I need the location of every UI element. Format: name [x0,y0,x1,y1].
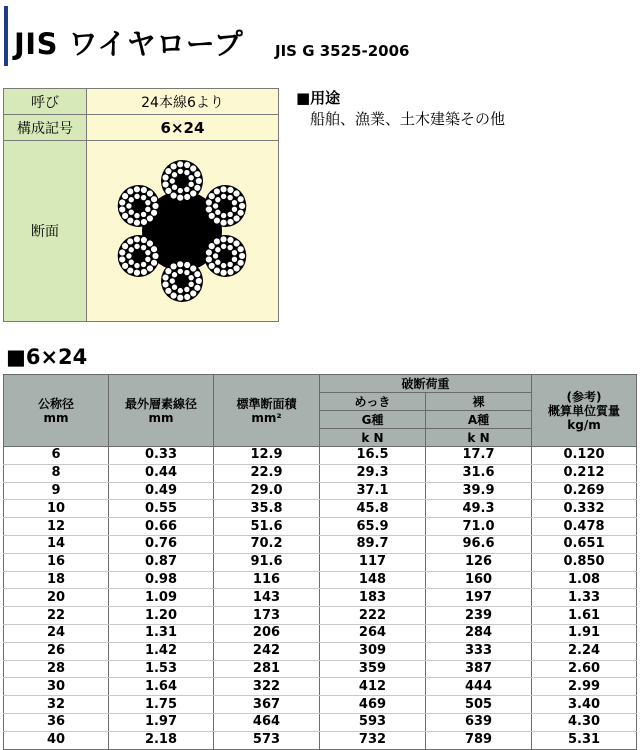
strand-wire [177,268,183,274]
header-area-label: 標準断面積 [236,396,297,411]
cell-nominal-diameter: 10 [4,500,109,518]
cell-section-area: 173 [214,607,320,625]
table-row [4,731,637,749]
table-row [4,571,637,589]
cell-outer-wire-diameter: 0.49 [109,482,214,500]
strand-wire [220,243,226,249]
cell-nominal-diameter: 20 [4,589,109,607]
spec-label: 呼び [4,89,87,115]
spec-value: 24本線6より [87,89,279,115]
strand-wire [177,161,184,168]
strand-wire [220,212,226,218]
strand-wire [134,212,140,218]
cell-unit-mass: 0.850 [532,553,637,571]
header-galv-type: G種 [320,411,426,429]
cell-nominal-diameter: 9 [4,482,109,500]
cell-section-area: 242 [214,642,320,660]
strand-wire [119,206,126,213]
strand-wire [184,186,190,192]
strand-wire [171,172,177,178]
table-row [4,642,637,660]
strand-wire [133,219,140,226]
cell-bare-breaking-load: 96.6 [426,535,532,553]
cell-section-area: 22.9 [214,464,320,482]
cell-unit-mass: 2.24 [532,642,637,660]
page-title: JIS ワイヤロープ [14,27,244,61]
cell-bare-breaking-load: 387 [426,660,532,678]
table-row [4,624,637,642]
cell-galv-breaking-load: 593 [320,713,426,731]
header-galv-unit: k N [320,429,426,447]
strand-wire [220,219,227,226]
table-row [4,447,637,465]
table-row [4,535,637,553]
cross-section-cell [87,141,279,322]
strand-wire [128,197,134,203]
cell-galv-breaking-load: 148 [320,571,426,589]
spec-label: 断面 [4,141,87,322]
cell-nominal-diameter: 12 [4,518,109,536]
strand-wire [177,294,184,301]
cell-outer-wire-diameter: 0.44 [109,464,214,482]
strand-wire [215,247,221,253]
strand-wire [134,243,140,249]
cell-nominal-diameter: 32 [4,696,109,714]
strand-wire [237,246,244,253]
strand-wire [177,261,184,268]
cell-unit-mass: 1.33 [532,589,637,607]
cell-outer-wire-diameter: 0.87 [109,553,214,571]
strand-wire [128,209,134,215]
strand-wire [169,178,175,184]
cell-galv-breaking-load: 45.8 [320,500,426,518]
spec-row [4,89,279,115]
strand-wire [145,249,151,255]
cell-galv-breaking-load: 65.9 [320,518,426,536]
table-row [4,660,637,678]
strand-wire [184,293,191,300]
strand-wire [239,202,246,209]
strand-wire [220,269,227,276]
strand-wire [177,287,183,293]
cell-unit-mass: 0.332 [532,500,637,518]
spec-table [3,88,279,322]
table-row [4,553,637,571]
strand-wire [140,261,146,267]
table-row [4,589,637,607]
cell-galv-breaking-load: 309 [320,642,426,660]
cell-section-area: 29.0 [214,482,320,500]
cell-nominal-diameter: 28 [4,660,109,678]
cell-section-area: 51.6 [214,518,320,536]
header-nominal-unit: mm [43,410,69,425]
cell-outer-wire-diameter: 1.09 [109,589,214,607]
cell-galv-breaking-load: 732 [320,731,426,749]
cell-section-area: 91.6 [214,553,320,571]
cell-bare-breaking-load: 239 [426,607,532,625]
cell-galv-breaking-load: 89.7 [320,535,426,553]
header-bare: 裸 [426,393,532,411]
standard-code: JIS G 3525-2006 [275,42,410,60]
strand-wire [184,286,190,292]
cell-outer-wire-diameter: 0.66 [109,518,214,536]
strand-wire [140,218,147,225]
rope-cross-section-diagram [87,146,278,316]
cell-bare-breaking-load: 39.9 [426,482,532,500]
strand-wire [177,194,184,201]
cell-bare-breaking-load: 444 [426,678,532,696]
strand-wire [150,196,157,203]
strand-wire [227,268,234,275]
strand-wire [133,236,140,243]
strand-wire [170,263,177,270]
strand-wire [195,277,202,284]
cell-galv-breaking-load: 37.1 [320,482,426,500]
cell-nominal-diameter: 14 [4,535,109,553]
strand-wire [170,163,177,170]
strand-wire [128,259,134,265]
strand-wire [227,261,233,267]
cell-outer-wire-diameter: 0.55 [109,500,214,518]
cell-nominal-diameter: 22 [4,607,109,625]
table-row [4,678,637,696]
cell-unit-mass: 0.478 [532,518,637,536]
cell-nominal-diameter: 30 [4,678,109,696]
table-row [4,518,637,536]
strand-wire [133,186,140,193]
header-ref-label: (参考) [566,389,602,404]
cell-galv-breaking-load: 183 [320,589,426,607]
cell-unit-mass: 1.08 [532,571,637,589]
strand-wire [152,252,159,259]
header-mass [532,375,637,447]
cell-unit-mass: 2.60 [532,660,637,678]
cell-nominal-diameter: 26 [4,642,109,660]
cell-section-area: 322 [214,678,320,696]
cell-bare-breaking-load: 17.7 [426,447,532,465]
strand-wire [126,203,132,209]
cell-section-area: 35.8 [214,500,320,518]
strand-wire [215,197,221,203]
strand-wire [126,253,132,259]
header-nominal [4,375,109,447]
strand-wire [215,259,221,265]
strand-wire [213,238,220,245]
cell-galv-breaking-load: 359 [320,660,426,678]
strand-wire [133,269,140,276]
cell-outer-wire-diameter: 1.64 [109,678,214,696]
cell-outer-wire-diameter: 1.53 [109,660,214,678]
cell-galv-breaking-load: 16.5 [320,447,426,465]
cell-section-area: 206 [214,624,320,642]
cell-nominal-diameter: 36 [4,713,109,731]
cell-unit-mass: 0.212 [532,464,637,482]
cell-galv-breaking-load: 264 [320,624,426,642]
strand-wire [188,174,194,180]
spec-row [4,141,279,322]
table-row [4,464,637,482]
strand-wire [140,211,146,217]
cell-bare-breaking-load: 160 [426,571,532,589]
strand-wire [177,187,183,193]
strand-wire [227,218,234,225]
header-mass-label: 概算単位質量 [548,403,621,418]
cell-nominal-diameter: 24 [4,624,109,642]
cell-bare-breaking-load: 505 [426,696,532,714]
cell-galv-breaking-load: 117 [320,553,426,571]
strand-wire [150,246,157,253]
cell-unit-mass: 3.40 [532,696,637,714]
cell-nominal-diameter: 18 [4,571,109,589]
cell-section-area: 464 [214,713,320,731]
cell-unit-mass: 0.269 [532,482,637,500]
cell-galv-breaking-load: 29.3 [320,464,426,482]
header-area-unit: mm² [251,410,282,425]
strand-wire [127,238,134,245]
strand-wire [227,211,233,217]
strand-wire [215,209,221,215]
spec-label: 構成記号 [4,115,87,141]
cell-unit-mass: 4.30 [532,713,637,731]
strand-wire [169,278,175,284]
strand-wire [237,196,244,203]
strand-wire [231,199,237,205]
strand-wire [205,256,212,263]
cell-outer-wire-diameter: 1.20 [109,607,214,625]
strand-wire [212,253,218,259]
strand-wire [152,202,159,209]
cell-galv-breaking-load: 222 [320,607,426,625]
strand-wire [162,281,169,288]
strand-wire [134,262,140,268]
cell-section-area: 367 [214,696,320,714]
strand-wire [171,272,177,278]
cell-unit-mass: 1.61 [532,607,637,625]
cell-unit-mass: 5.31 [532,731,637,749]
cell-outer-wire-diameter: 0.33 [109,447,214,465]
header-bare-unit: k N [426,429,532,447]
cell-nominal-diameter: 40 [4,731,109,749]
cell-outer-wire-diameter: 1.75 [109,696,214,714]
strand-wire [213,188,220,195]
strand-wire [171,184,177,190]
cell-section-area: 573 [214,731,320,749]
cell-bare-breaking-load: 639 [426,713,532,731]
strand-wire [195,177,202,184]
cell-bare-breaking-load: 71.0 [426,518,532,536]
cell-section-area: 70.2 [214,535,320,553]
cell-bare-breaking-load: 789 [426,731,532,749]
strand-wire [194,271,201,278]
table-row [4,696,637,714]
cell-outer-wire-diameter: 0.76 [109,535,214,553]
strand-wire [212,203,218,209]
header-outer-wire-label: 最外層素線径 [124,396,197,411]
cell-outer-wire-diameter: 1.42 [109,642,214,660]
cell-bare-breaking-load: 31.6 [426,464,532,482]
strand-wire [171,284,177,290]
table-row [4,500,637,518]
cell-bare-breaking-load: 284 [426,624,532,642]
cell-bare-breaking-load: 126 [426,553,532,571]
header-outer-wire [109,375,214,447]
usage-heading: ■用途 [296,89,341,107]
cell-outer-wire-diameter: 0.98 [109,571,214,589]
strand-wire [194,171,201,178]
spec-data-table [3,374,637,750]
strand-wire [220,236,227,243]
strand-wire [119,256,126,263]
table-row [4,713,637,731]
cell-bare-breaking-load: 197 [426,589,532,607]
header-galv: めっき [320,393,426,411]
usage-text: 船舶、漁業、土木建築その他 [310,110,506,128]
header-bare-type: A種 [426,411,532,429]
cell-section-area: 12.9 [214,447,320,465]
cell-unit-mass: 1.91 [532,624,637,642]
strand-wire [177,168,183,174]
strand-wire [134,193,140,199]
cell-nominal-diameter: 6 [4,447,109,465]
strand-wire [145,199,151,205]
strand-wire [220,186,227,193]
cell-section-area: 116 [214,571,320,589]
title-accent-bar [4,6,8,66]
section-title: ■6×24 [6,345,88,369]
header-breaking-load: 破断荷重 [320,375,532,393]
header-mass-unit: kg/m [567,417,601,432]
cell-galv-breaking-load: 469 [320,696,426,714]
cell-outer-wire-diameter: 1.31 [109,624,214,642]
header-outer-wire-unit: mm [148,410,174,425]
cell-unit-mass: 0.120 [532,447,637,465]
cell-outer-wire-diameter: 1.97 [109,713,214,731]
cell-nominal-diameter: 8 [4,464,109,482]
table-row [4,607,637,625]
cell-unit-mass: 2.99 [532,678,637,696]
strand-wire [188,274,194,280]
strand-wire [231,249,237,255]
strand-wire [205,206,212,213]
cell-galv-breaking-load: 412 [320,678,426,696]
strand-wire [127,188,134,195]
cell-nominal-diameter: 16 [4,553,109,571]
cell-section-area: 143 [214,589,320,607]
table-body [4,447,637,750]
spec-value: 6×24 [87,115,279,141]
strand-wire [220,193,226,199]
strand-wire [140,268,147,275]
strand-wire [239,252,246,259]
cell-outer-wire-diameter: 2.18 [109,731,214,749]
strand-wire [162,181,169,188]
cell-section-area: 281 [214,660,320,678]
strand-wire [184,193,191,200]
cell-bare-breaking-load: 333 [426,642,532,660]
cell-unit-mass: 0.651 [532,535,637,553]
header-area [214,375,320,447]
strand-wire [128,247,134,253]
table-row [4,482,637,500]
cell-bare-breaking-load: 49.3 [426,500,532,518]
header-nominal-label: 公称径 [37,396,74,411]
strand-wire [220,262,226,268]
spec-row [4,115,279,141]
